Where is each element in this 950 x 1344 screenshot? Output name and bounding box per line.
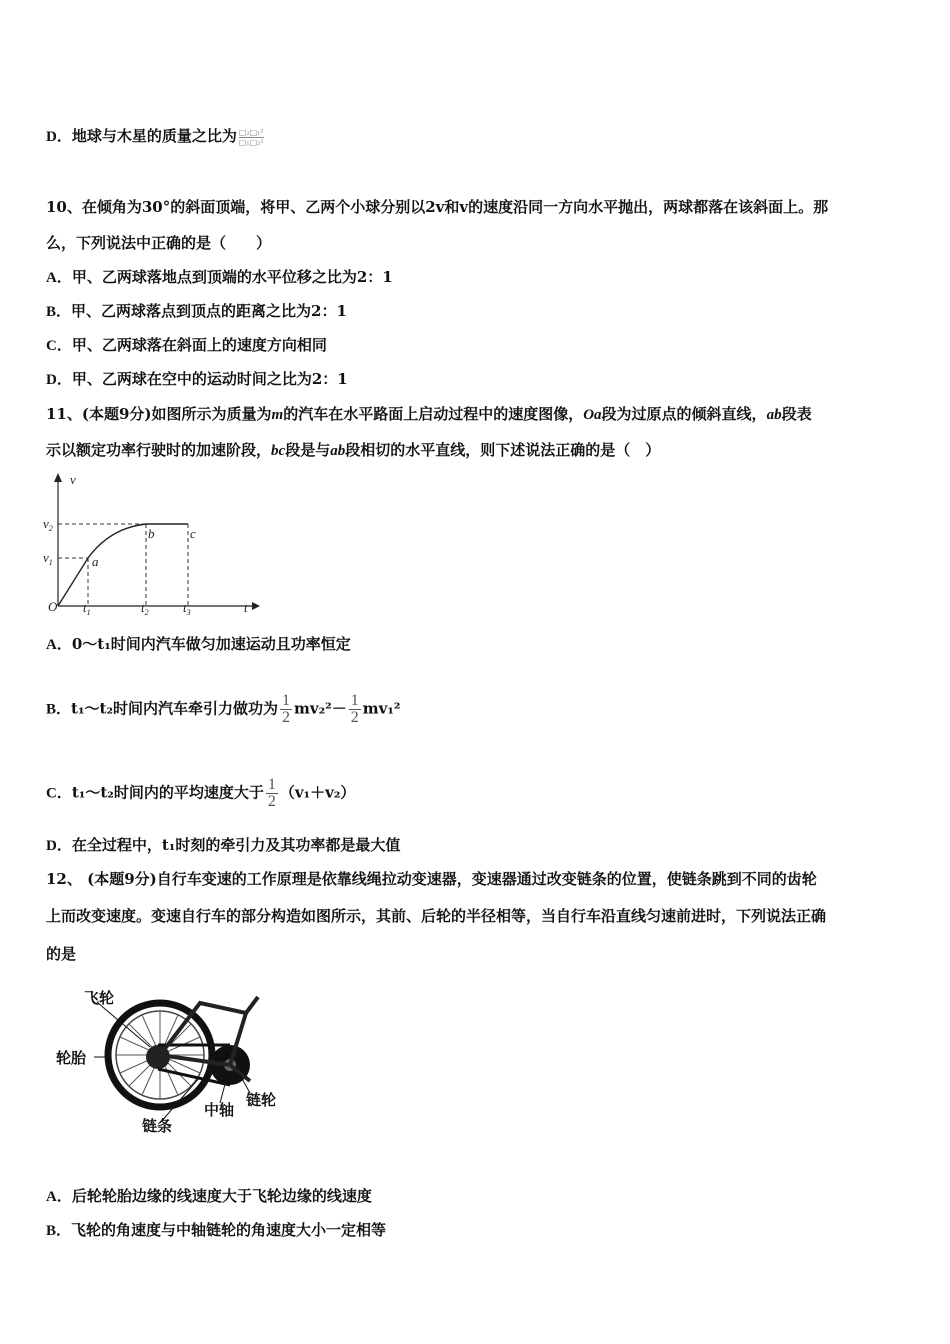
q10-option-b (46, 301, 347, 322)
option-text: 飞轮的角速度与中轴链轮的角速度大小一定相等 (71, 1221, 387, 1239)
option-text-time: t₁～t₂时间内汽车牵引力做功为 (71, 699, 279, 718)
axle-label: 中轴 (204, 1101, 235, 1119)
q11-option-b (46, 693, 400, 726)
q12-option-b (46, 1220, 386, 1241)
q12-stem-line-2: 上而改变速度。变速自行车的部分构造如图所示，其前、后轮的半径相等，当自行车沿直线匀速前进时，下列说法正确 (46, 907, 827, 925)
option-text-mv2: mv₂²－ (294, 699, 347, 718)
option-label: D． (46, 129, 72, 145)
option-label: B． (46, 1223, 72, 1239)
t2-label (141, 600, 149, 617)
option-text: 甲、乙两球落在斜面上的速度方向相同 (71, 336, 327, 354)
one-half-fraction (349, 693, 361, 726)
sprocket-label: 链轮 (246, 1091, 277, 1109)
stem-text: 段表 (781, 405, 812, 423)
fraction-numerator: □₂□₁² (238, 127, 264, 137)
t1-label (83, 600, 91, 617)
option-text-tail: （v₁＋v₂） (279, 783, 356, 802)
q10-option-a (46, 267, 393, 288)
q10-option-d (46, 369, 348, 390)
option-text: 后轮轮胎边缘的线速度大于飞轮边缘的线速度 (71, 1187, 372, 1205)
bicycle-drivetrain-figure (50, 985, 300, 1145)
fraction-numerator: 1 (282, 692, 291, 709)
q12-option-a (46, 1186, 372, 1207)
fraction-denominator: 2 (350, 709, 359, 726)
fraction-denominator: □₁□₂² (238, 137, 264, 147)
q10-stem-line-2: 么，下列说法中正确的是（ ） (46, 234, 272, 252)
option-label: B． (46, 701, 72, 718)
v1-subscript: 1 (48, 558, 53, 567)
point-a-label: a (92, 554, 99, 569)
stem-text: 段为过原点的倾斜直线， (601, 405, 767, 423)
option-label: A． (46, 637, 72, 653)
tire-label: 轮胎 (56, 1049, 87, 1067)
q12-stem-line-1: 12、 (本题9分)自行车变速的工作原理是依靠线绳拉动变速器，变速器通过改变链条的位置，使链条跳到不同的齿轮 (46, 870, 817, 888)
symbol-ab: ab (766, 407, 782, 423)
q11-option-c (46, 777, 355, 810)
option-text: 地球与木星的质量之比为 (71, 127, 237, 145)
one-half-fraction (280, 693, 292, 726)
q11-option-a (46, 634, 351, 655)
option-label: D． (46, 372, 72, 388)
q10-option-c (46, 335, 327, 356)
t3-label (183, 600, 191, 617)
v1-letter: v (43, 550, 49, 565)
q11-option-d (46, 835, 400, 856)
fraction-numerator: 1 (267, 776, 276, 793)
v1-label (43, 550, 53, 567)
v2-label (43, 516, 53, 533)
q11-stem-line-2 (46, 440, 660, 461)
velocity-curve (58, 524, 188, 606)
q12-stem-line-3: 的是 (46, 945, 77, 963)
v2-subscript: 2 (48, 524, 53, 533)
option-text: 0～t₁时间内汽车做匀加速运动且功率恒定 (71, 635, 351, 653)
stem-text: 示以额定功率行驶时的加速阶段， (46, 441, 272, 459)
option-text-mv1: mv₁² (362, 699, 401, 718)
option-text: 甲、乙两球落点到顶点的距离之比为2：1 (71, 302, 347, 320)
option-label: C． (46, 785, 72, 802)
v2-letter: v (43, 516, 49, 531)
t3-letter: t (183, 600, 187, 615)
point-c-label: c (190, 526, 196, 541)
symbol-m: m (271, 407, 284, 423)
fraction-numerator: 1 (350, 692, 359, 709)
option-text: 甲、乙两球落地点到顶端的水平位移之比为2：1 (71, 268, 393, 286)
option-label: B． (46, 304, 72, 320)
t2-letter: t (141, 600, 145, 615)
chain-label: 链条 (142, 1117, 173, 1135)
t1-subscript: 1 (86, 608, 91, 617)
option-text: 甲、乙两球在空中的运动时间之比为2：1 (71, 370, 348, 388)
option-text: 在全过程中，t₁时刻的牵引力及其功率都是最大值 (71, 836, 401, 854)
one-half-fraction (266, 777, 278, 810)
flywheel-label: 飞轮 (84, 989, 115, 1007)
symbol-oa: Oa (583, 407, 602, 423)
point-b-label: b (148, 526, 155, 541)
velocity-time-graph (40, 470, 270, 620)
v-axis-arrow (54, 473, 62, 482)
q10-stem-line-1: 10、在倾角为30°的斜面顶端，将甲、乙两个小球分别以2v和v的速度沿同一方向水平抛出，两球都落在该斜面上。那 (46, 198, 829, 216)
mass-ratio-fraction (239, 128, 264, 147)
t1-letter: t (83, 600, 87, 615)
t-axis-arrow (252, 602, 260, 610)
symbol-ab: ab (330, 443, 346, 459)
q9-option-d (46, 126, 264, 147)
fraction-denominator: 2 (282, 709, 291, 726)
t2-subscript: 2 (144, 608, 149, 617)
origin-label: O (48, 599, 58, 614)
stem-text: 的汽车在水平路面上启动过程中的速度图像， (283, 405, 584, 423)
t-axis-label: t (244, 600, 248, 615)
option-label: C． (46, 338, 72, 354)
stem-text: 段相切的水平直线，则下述说法正确的是（ ） (345, 441, 661, 459)
stem-text: 11、(本题9分)如图所示为质量为 (46, 405, 272, 423)
option-label: A． (46, 270, 72, 286)
seat-post (246, 997, 258, 1013)
option-label: A． (46, 1189, 72, 1205)
option-text-time: t₁～t₂时间内的平均速度大于 (71, 783, 264, 802)
stem-text: 段是与 (285, 441, 331, 459)
fraction-denominator: 2 (267, 793, 276, 810)
option-label: D． (46, 838, 72, 854)
q11-stem-line-1 (46, 404, 812, 425)
t3-subscript: 3 (186, 608, 191, 617)
v-axis-label: v (70, 472, 76, 487)
symbol-bc: bc (271, 443, 286, 459)
